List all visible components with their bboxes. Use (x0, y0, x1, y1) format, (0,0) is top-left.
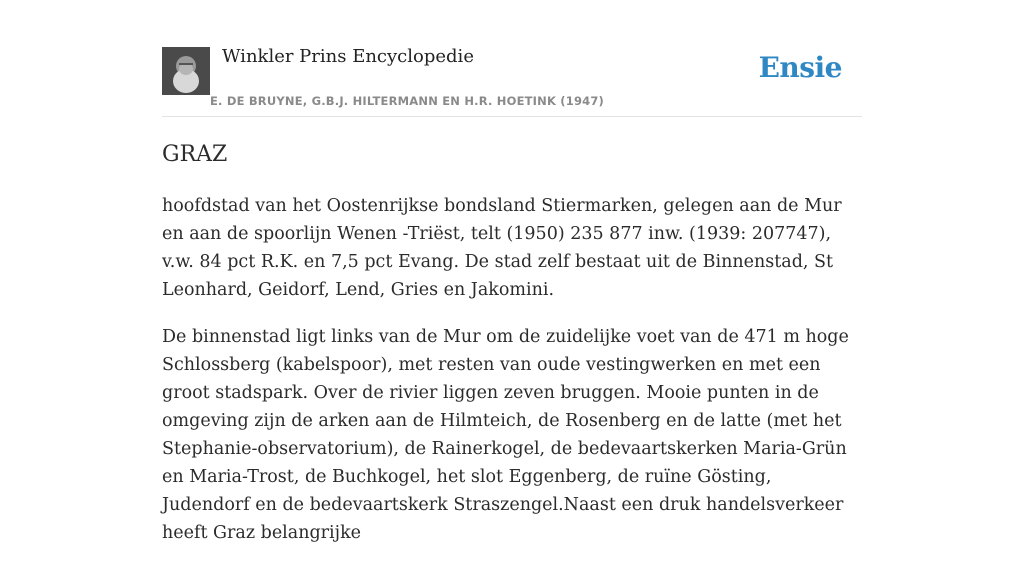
entry-title: GRAZ (162, 142, 228, 167)
ensie-logo[interactable]: Ensie (758, 51, 842, 84)
site-title[interactable]: Winkler Prins Encyclopedie (222, 46, 474, 67)
entry-paragraph: hoofdstad van het Oostenrijkse bondsland Stiermarken, gelegen aan de Mur en aan de spoorlijn Wenen -Triëst, telt (1950) 235 877 inw. (1939: 207747), v.w. 84 pct R.K. en 7,5 pct Evang. De stad zelf bestaat uit de Binnenstad, St Leonhard, Geidorf, Lend, Gries en Jakomini. (162, 196, 842, 300)
entry-content (162, 140, 862, 566)
entry-body (162, 192, 862, 547)
authors-line: E. DE BRUYNE, G.B.J. HILTERMANN EN H.R. HOETINK (1947) (210, 94, 605, 108)
entry-paragraph: De binnenstad ligt links van de Mur om de zuidelijke voet van de 471 m hoge Schlossberg (kabelspoor), met resten van oude vestingwerken en met een groot stadspark. Over de rivier liggen zeven bruggen. Mooie punten in de omgeving zijn de arken aan de Hilmteich, de Rosenberg en de latte (met het Stephanie-observatorium), de Rainerkogel, de bedevaartskerken Maria-Grün en Maria-Trost, de Buchkogel, het slot Eggenberg, de ruïne Gösting, Judendorf en de bedevaartskerk Straszengel.Naast een druk handelsverkeer heeft Graz belangrijke (162, 327, 849, 543)
site-header (162, 46, 862, 117)
author-portrait-icon[interactable] (162, 47, 210, 95)
